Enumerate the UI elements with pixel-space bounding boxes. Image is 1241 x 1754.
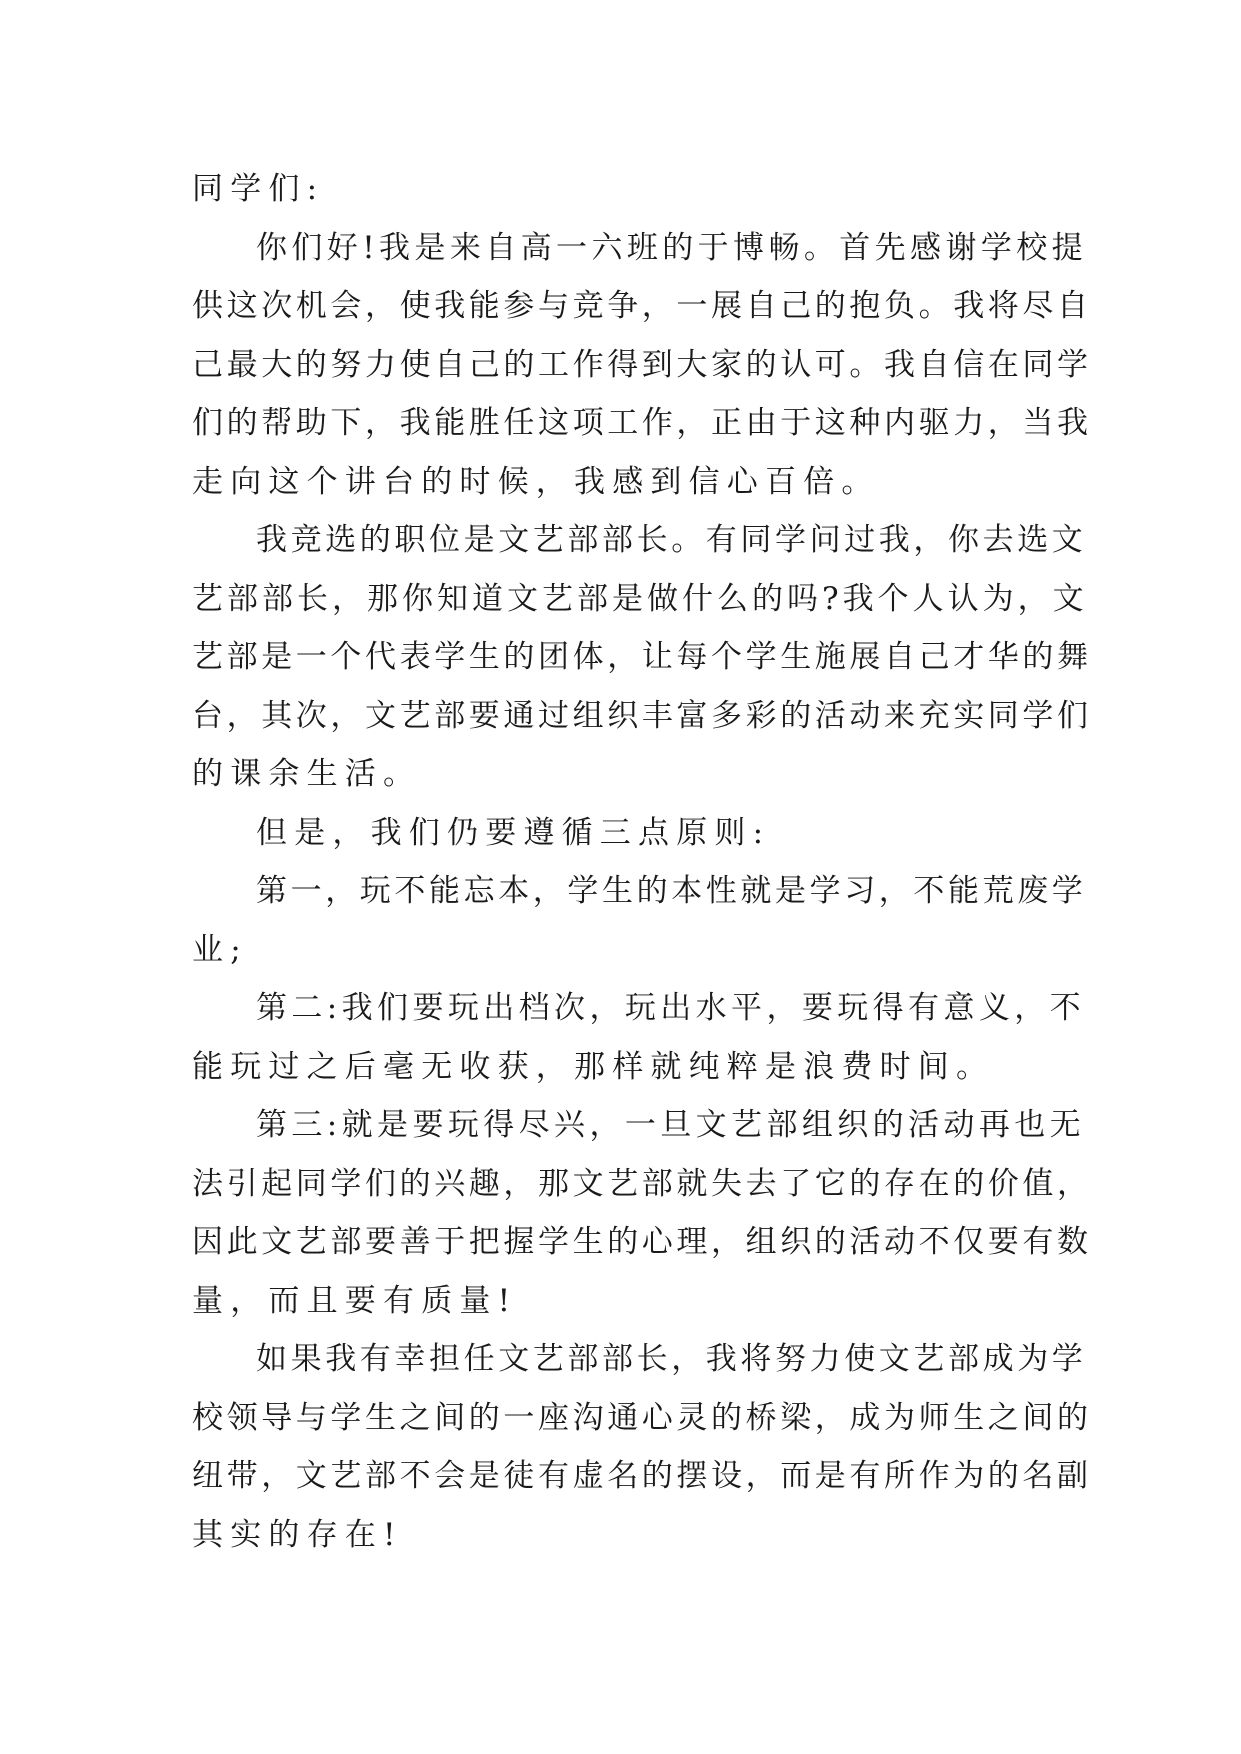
- text-line: 因此文艺部要善于把握学生的心理，组织的活动不仅要有数: [192, 1224, 1092, 1260]
- document-body: [192, 160, 1092, 1564]
- text-line: 们的帮助下，我能胜任这项工作，正由于这种内驱力，当我: [192, 405, 1092, 441]
- text-line: 能玩过之后毫无收获，那样就纯粹是浪费时间。: [192, 1048, 995, 1085]
- text-line: 己最大的努力使自己的工作得到大家的认可。我自信在同学: [192, 346, 1092, 383]
- text-line: 第二:我们要玩出档次，玩出水平，要玩得有意义，不: [256, 990, 1086, 1026]
- text-line: 我竞选的职位是文艺部部长。有同学问过我，你去选文: [256, 522, 1087, 558]
- text-line: 艺部部长，那你知道文艺部是做什么的吗?我个人认为，文: [192, 580, 1088, 617]
- text-line: 量，而且要有质量!: [192, 1282, 518, 1319]
- text-line: 的课余生活。: [192, 756, 422, 792]
- text-line: 校领导与学生之间的一座沟通心灵的桥梁，成为师生之间的: [192, 1399, 1092, 1436]
- text-line: 法引起同学们的兴趣，那文艺部就失去了它的存在的价值，: [192, 1165, 1092, 1202]
- text-line: 台，其次，文艺部要通过组织丰富多彩的活动来充实同学们: [192, 697, 1092, 734]
- text-line: 纽带，文艺部不会是徒有虚名的摆设，而是有所作为的名副: [192, 1458, 1092, 1494]
- text-line: 业;: [192, 931, 248, 968]
- text-line: 第三:就是要玩得尽兴，一旦文艺部组织的活动再也无: [256, 1107, 1086, 1143]
- text-line: 如果我有幸担任文艺部部长，我将努力使文艺部成为学: [256, 1341, 1087, 1377]
- text-line: 第一，玩不能忘本，学生的本性就是学习，不能荒废学: [256, 873, 1087, 909]
- text-line: 你们好!我是来自高一六班的于博畅。首先感谢学校提: [256, 229, 1088, 266]
- text-line: 供这次机会，使我能参与竞争，一展自己的抱负。我将尽自: [192, 288, 1092, 324]
- text-line: 走向这个讲台的时候，我感到信心百倍。: [192, 463, 880, 500]
- text-line: 但是，我们仍要遵循三点原则:: [256, 814, 771, 851]
- text-line: 其实的存在!: [192, 1516, 403, 1553]
- text-line: 艺部是一个代表学生的团体，让每个学生施展自己才华的舞: [192, 639, 1092, 675]
- text-line: 同学们:: [192, 171, 325, 207]
